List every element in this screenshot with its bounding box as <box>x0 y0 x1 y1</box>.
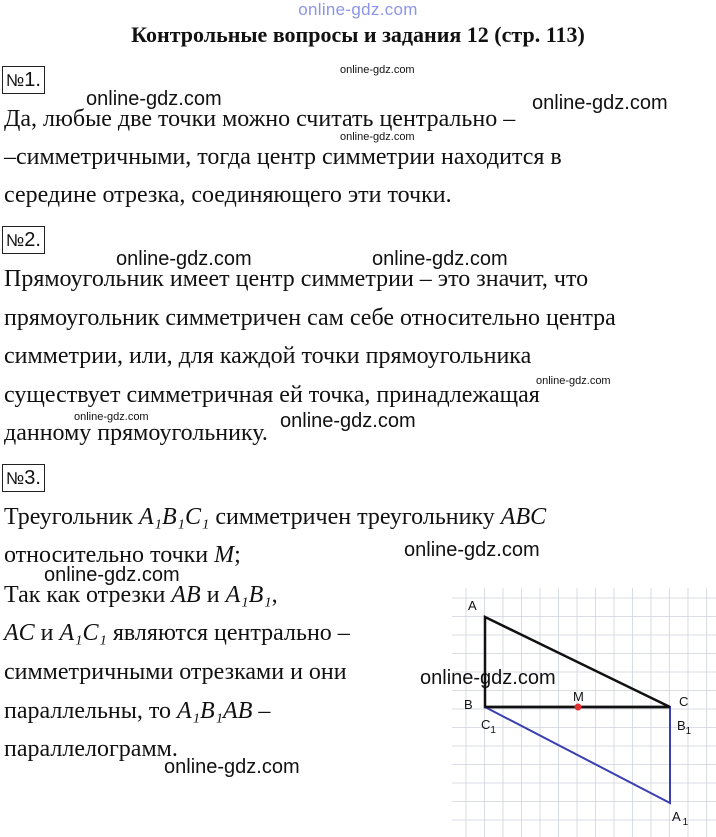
text: ; <box>234 542 241 568</box>
text: Треугольник <box>4 504 139 530</box>
number-sign: № <box>6 231 25 250</box>
watermark: online-gdz.com <box>536 375 611 387</box>
math-ab: AB <box>171 582 201 608</box>
watermark: online-gdz.com <box>532 92 668 114</box>
text: и <box>34 620 60 646</box>
watermark: online-gdz.com <box>404 539 540 561</box>
label-b: B <box>464 697 473 712</box>
math-a1b1c1: A₁B₁C₁ <box>139 504 210 530</box>
math-abc: ABC <box>500 504 547 530</box>
number-value: 1. <box>24 69 41 91</box>
watermark: online-gdz.com <box>116 248 252 270</box>
triangle-a1b1c1 <box>485 707 670 803</box>
q1-line-2: –симметричными, тогда центр симметрии находится в <box>4 144 562 170</box>
text: относительно точки <box>4 542 215 568</box>
q2-line-1: Прямоугольник имеет центр симметрии – это значит, что <box>4 266 589 292</box>
math-a1c1: A₁C₁ <box>59 620 107 646</box>
q2-line-2: прямоугольник симметричен сам себе относительно центра <box>4 305 616 331</box>
label-a1: A $_1$ <box>672 809 689 828</box>
q3-line-7: параллелограмм. <box>4 736 178 762</box>
top-watermark: online-gdz.com <box>298 0 418 19</box>
label-b1: $B_1$ <box>677 718 692 737</box>
math-a1b1ab: A₁B₁AB <box>177 698 253 724</box>
center-point-m <box>575 704 582 711</box>
q1-line-3: середине отрезка, соединяющего эти точки. <box>4 182 452 208</box>
text: – <box>252 698 271 724</box>
label-c: C <box>679 694 689 709</box>
q3-line-6 <box>4 698 270 725</box>
grid <box>452 588 716 837</box>
question-number-2 <box>2 226 45 254</box>
label-c1: $C_1$ <box>481 717 496 736</box>
watermark: online-gdz.com <box>280 410 416 432</box>
text: и <box>200 582 226 608</box>
q3-line-4 <box>4 620 350 647</box>
label-a: A <box>468 598 477 613</box>
symmetry-diagram <box>452 588 716 837</box>
q2-line-4: существует симметричная ей точка, принадлежащая <box>4 382 540 408</box>
number-sign: № <box>6 71 25 90</box>
q1-line-1: Да, любые две точки можно считать центрально – <box>4 106 516 132</box>
q2-line-5: данному прямоугольнику. <box>4 420 268 446</box>
number-value: 2. <box>24 229 41 251</box>
q3-line-1 <box>4 504 546 531</box>
q3-line-5: симметричными отрезками и они <box>4 659 347 685</box>
label-m: M <box>573 689 584 704</box>
watermark: online-gdz.com <box>340 131 415 143</box>
math-m: M <box>214 542 235 568</box>
watermark: online-gdz.com <box>340 64 415 76</box>
question-number-1 <box>2 66 45 94</box>
page-title: Контрольные вопросы и задания 12 (стр. 113) <box>131 22 585 47</box>
watermark: online-gdz.com <box>164 756 300 778</box>
question-number-3 <box>2 464 45 492</box>
watermark: online-gdz.com <box>74 411 149 423</box>
watermark: online-gdz.com <box>372 248 508 270</box>
number-value: 3. <box>24 467 41 489</box>
text: параллельны, то <box>4 698 178 724</box>
text: являются центрально – <box>106 620 350 646</box>
math-ac: AC <box>4 620 35 646</box>
watermark: online-gdz.com <box>86 88 222 110</box>
number-sign: № <box>6 469 25 488</box>
math-a1b1: A₁B₁ <box>225 582 272 608</box>
text: симметричен треугольнику <box>209 504 501 530</box>
watermark: online-gdz.com <box>44 564 180 586</box>
watermark: online-gdz.com <box>420 667 556 689</box>
q2-line-3: симметрии, или, для каждой точки прямоугольника <box>4 343 532 369</box>
text: Так как отрезки <box>4 582 172 608</box>
text: , <box>271 582 278 608</box>
